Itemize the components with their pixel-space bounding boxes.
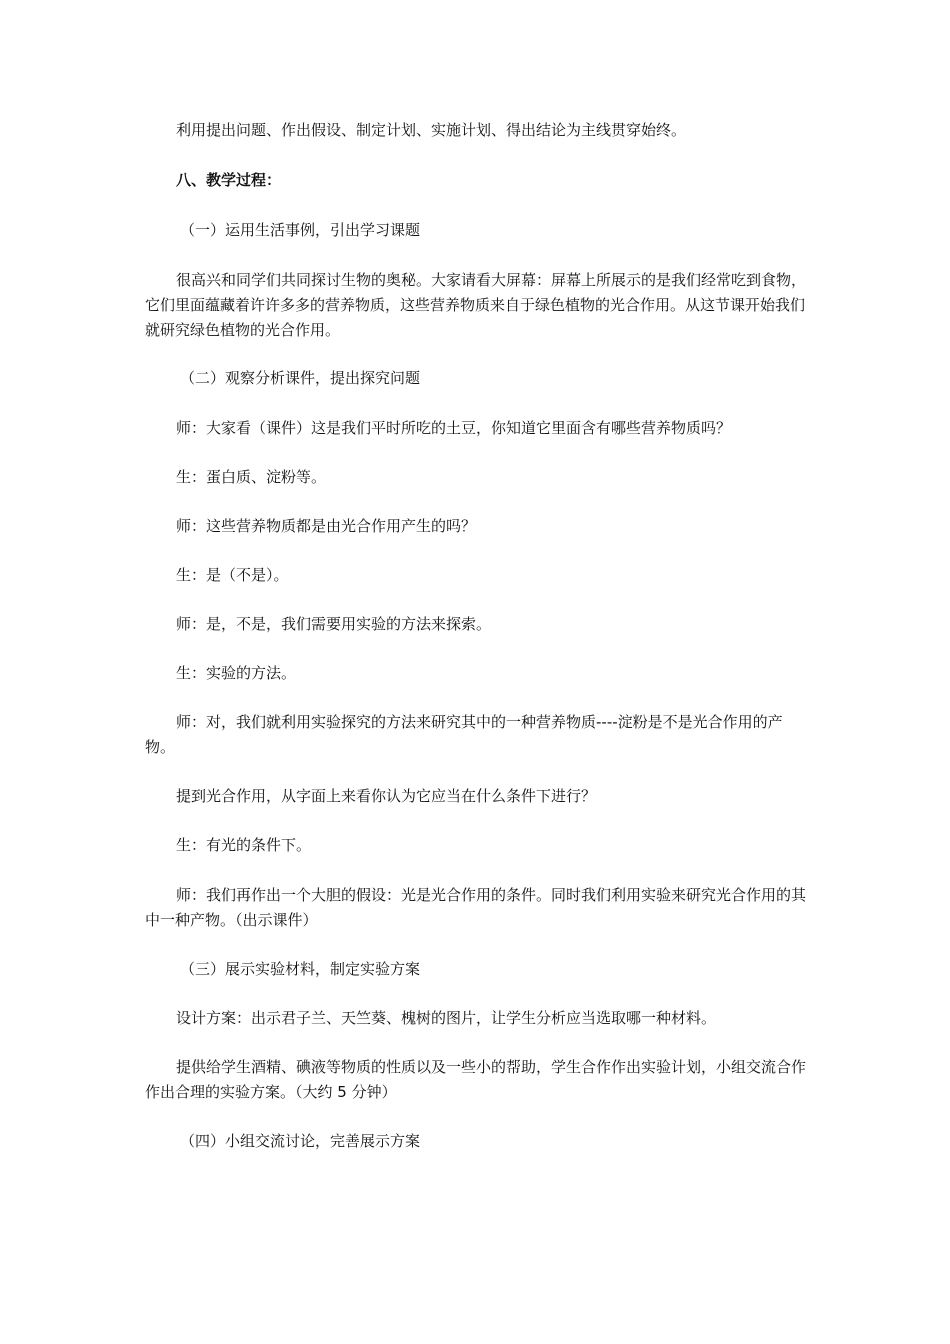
dialogue-line: 生：蛋白质、淀粉等。 [176,468,327,486]
paragraph-question: 提到光合作用，从字面上来看你认为它应当在什么条件下进行？ [176,787,597,805]
subheading-3: （三）展示实验材料，制定实验方案 [180,960,421,978]
dialogue-line: 师：我们再作出一个大胆的假设：光是光合作用的条件。同时我们利用实验来研究光合作用的其中一种产物。（出示课件） [145,886,807,929]
dialogue-line: 生：有光的条件下。 [176,836,312,854]
subheading-4: （四）小组交流讨论，完善展示方案 [180,1132,421,1150]
paragraph-materials: 提供给学生酒精、碘液等物质的性质以及一些小的帮助，学生合作作出实验计划，小组交流合作作出合理的实验方案。（大约 5 分钟） [145,1058,807,1101]
subheading-1: （一）运用生活事例，引出学习课题 [180,221,421,239]
dialogue-line: 师：是，不是，我们需要用实验的方法来探索。 [176,615,492,633]
dialogue-line: 师：大家看（课件）这是我们平时所吃的土豆，你知道它里面含有哪些营养物质吗？ [176,419,732,437]
paragraph-intro: 很高兴和同学们共同探讨生物的奥秘。大家请看大屏幕：屏幕上所展示的是我们经常吃到食物，它们里面蕴藏着许许多多的营养物质，这些营养物质来自于绿色植物的光合作用。从这节课开始我们就研究绿色植物的光合作用。 [145,271,807,339]
paragraph-main-line: 利用提出问题、作出假设、制定计划、实施计划、得出结论为主线贯穿始终。 [176,121,687,139]
dialogue-line: 生：是（不是）。 [176,566,289,584]
dialogue-line: 师：这些营养物质都是由光合作用产生的吗？ [176,517,477,535]
paragraph-design: 设计方案：出示君子兰、天竺葵、槐树的图片，让学生分析应当选取哪一种材料。 [176,1009,717,1027]
dialogue-line: 师：对，我们就利用实验探究的方法来研究其中的一种营养物质----淀粉是不是光合作用的产物。 [145,713,783,756]
dialogue-line: 生：实验的方法。 [176,664,297,682]
section-heading-teaching-process: 八、教学过程： [176,171,282,189]
subheading-2: （二）观察分析课件，提出探究问题 [180,369,421,387]
